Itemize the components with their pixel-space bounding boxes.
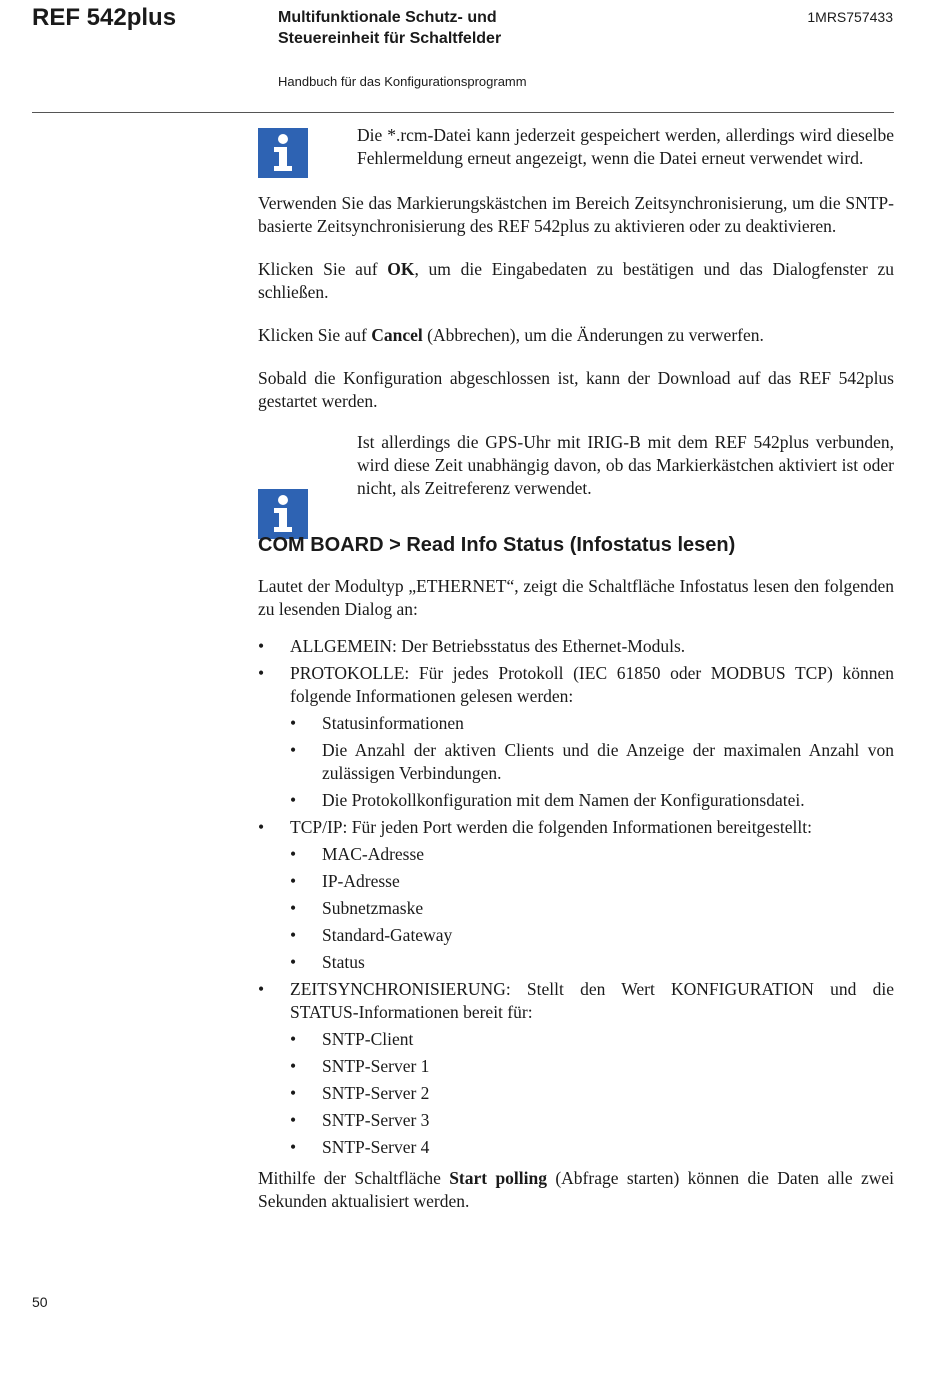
list-item: • Standard-Gateway — [290, 924, 894, 947]
document-title — [278, 7, 501, 49]
cancel-label: Cancel — [371, 325, 423, 345]
section-heading: COM BOARD > Read Info Status (Infostatus lesen) — [258, 534, 736, 556]
list-item: • SNTP-Client — [290, 1028, 894, 1051]
header-divider — [32, 112, 894, 113]
list-item: • SNTP-Server 1 — [290, 1055, 894, 1078]
list-item: • Die Anzahl der aktiven Clients und die Anzeige der maximalen Anzahl von zulässigen Verbindungen. — [290, 739, 894, 785]
note-rcm-file: Die *.rcm-Datei kann jederzeit gespeichert werden, allerdings wird dieselbe Fehlermeldung erneut angezeigt, wenn die Datei erneut verwendet wird. — [357, 125, 894, 168]
paragraph-time-sync-checkbox: Verwenden Sie das Markierungskästchen im Bereich Zeitsynchronisierung, um die SNTP-basierte Zeitsynchronisierung des REF 542plus zu aktivieren oder zu deaktivieren. — [258, 193, 894, 236]
main-content — [258, 124, 894, 1213]
list-item: • SNTP-Server 2 — [290, 1082, 894, 1105]
paragraph-download: Sobald die Konfiguration abgeschlossen ist, kann der Download auf das REF 542plus gestartet werden. — [258, 368, 894, 411]
list-item: • SNTP-Server 3 — [290, 1109, 894, 1132]
list-item: • Subnetzmaske — [290, 897, 894, 920]
list-item-protokolle: • PROTOKOLLE: Für jedes Protokoll (IEC 61850 oder MODBUS TCP) können folgende Informationen gelesen werden: • Statusinformationen • Die Anzahl der aktiven Clients und die Anzeige der maximalen Anzahl von zulässigen Verbindungen. • Die Protokollkonfiguration mit dem Namen der Konfigurationsdatei. — [258, 662, 894, 812]
ok-label: OK — [387, 259, 415, 279]
protokolle-sublist — [290, 712, 894, 812]
tcpip-sublist — [290, 843, 894, 974]
list-item-zeitsynchronisierung: • ZEITSYNCHRONISIERUNG: Stellt den Wert KONFIGURATION und die STATUS-Informationen bereit für: • SNTP-Client • SNTP-Server 1 • SNTP-Server 2 • SNTP-Server 3 • SNTP-Server 4 — [258, 978, 894, 1159]
document-title-line-1: Multifunktionale Schutz- und — [278, 9, 497, 26]
list-item: • IP-Adresse — [290, 870, 894, 893]
page-number: 50 — [32, 1294, 48, 1310]
zeitsync-sublist — [290, 1028, 894, 1159]
paragraph-intro: Lautet der Modultyp „ETHERNET“, zeigt die Schaltfläche Infostatus lesen den folgenden zu lesenden Dialog an: — [258, 576, 894, 619]
product-name: REF 542plus — [32, 4, 177, 31]
start-polling-label: Start polling — [449, 1168, 547, 1188]
info-status-list — [258, 635, 894, 1159]
list-item: • Die Protokollkonfiguration mit dem Namen der Konfigurationsdatei. — [290, 789, 894, 812]
list-item-allgemein: • ALLGEMEIN: Der Betriebsstatus des Ethernet-Moduls. — [258, 635, 894, 658]
list-item-tcpip: • TCP/IP: Für jeden Port werden die folgenden Informationen bereitgestellt: • MAC-Adresse • IP-Adresse • Subnetzmaske • Standard-Gateway • Status — [258, 816, 894, 974]
paragraph-start-polling: Mithilfe der Schaltfläche Start polling (Abfrage starten) können die Daten alle zwei Sekunden aktualisiert werden. — [258, 1168, 894, 1211]
list-item: • Statusinformationen — [290, 712, 894, 735]
list-item: • SNTP-Server 4 — [290, 1136, 894, 1159]
list-item: • Status — [290, 951, 894, 974]
document-title-line-2: Steuereinheit für Schaltfelder — [278, 30, 502, 47]
paragraph-ok: Klicken Sie auf OK, um die Eingabedaten zu bestätigen und das Dialogfenster zu schließen. — [258, 259, 894, 302]
paragraph-cancel: Klicken Sie auf Cancel (Abbrechen), um die Änderungen zu verwerfen. — [258, 325, 764, 345]
document-subtitle: Handbuch für das Konfigurationsprogramm — [278, 74, 527, 89]
document-id: 1MRS757433 — [807, 9, 893, 25]
list-item: • MAC-Adresse — [290, 843, 894, 866]
note-gps-clock: Ist allerdings die GPS-Uhr mit IRIG-B mit dem REF 542plus verbunden, wird diese Zeit unabhängig davon, ob das Markierkästchen aktiviert ist oder nicht, als Zeitreferenz verwendet. — [357, 432, 894, 498]
